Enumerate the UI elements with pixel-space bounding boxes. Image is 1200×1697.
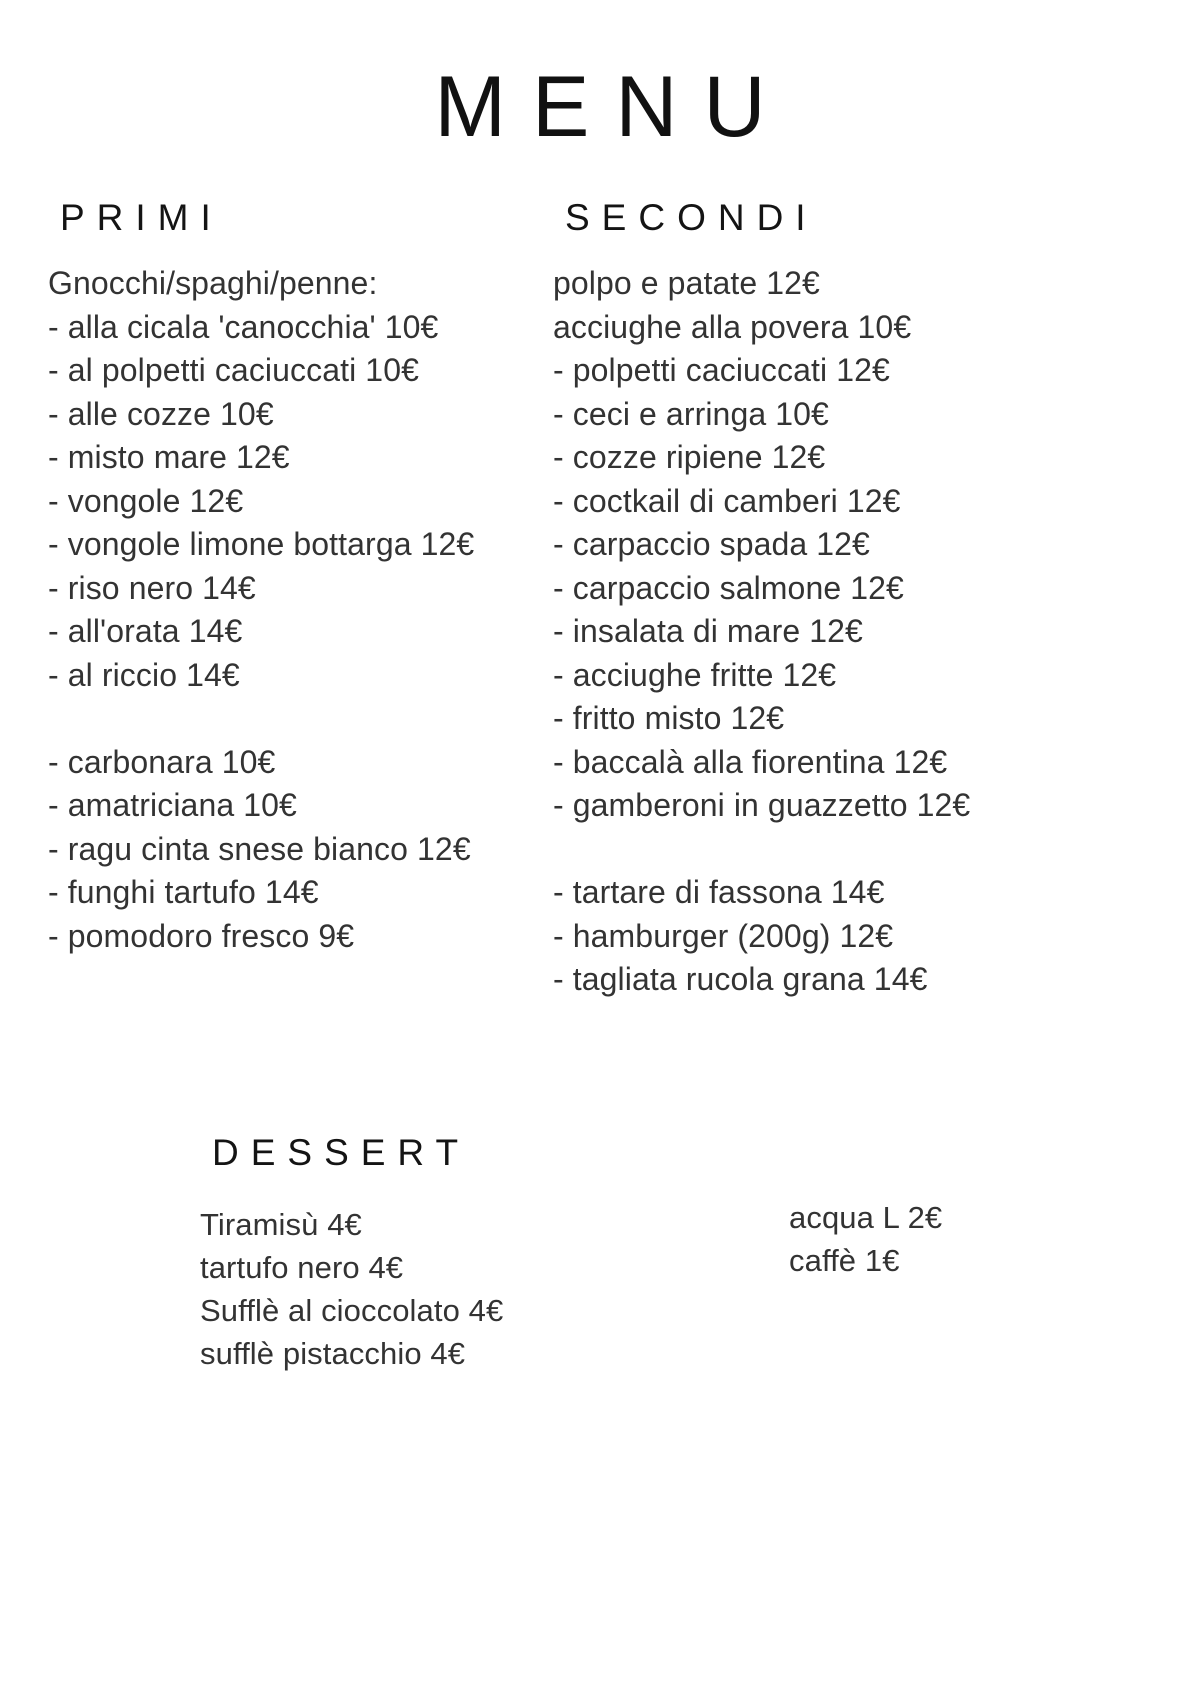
section-heading-secondi: SECONDI bbox=[565, 197, 818, 238]
menu-item: - vongole 12€ bbox=[48, 482, 244, 519]
menu-item: tartufo nero 4€ bbox=[200, 1250, 404, 1285]
menu-item: - carpaccio spada 12€ bbox=[553, 526, 870, 562]
list-spacer bbox=[48, 697, 474, 741]
menu-item: Gnocchi/spaghi/penne: bbox=[48, 265, 378, 301]
menu-item: - all'orata 14€ bbox=[48, 613, 243, 649]
menu-item: - cozze ripiene 12€ bbox=[553, 439, 826, 475]
menu-item: - coctkail di camberi 12€ bbox=[553, 482, 901, 519]
menu-item: - tartare di fassona 14€ bbox=[553, 874, 885, 910]
menu-item: - polpetti caciuccati 12€ bbox=[553, 352, 890, 388]
page-title: MENU bbox=[434, 59, 792, 155]
menu-item: - amatriciana 10€ bbox=[48, 787, 297, 823]
menu-item: acciughe alla povera 10€ bbox=[553, 308, 912, 345]
menu-item: acqua L 2€ bbox=[789, 1200, 943, 1235]
menu-item: Sufflè al cioccolato 4€ bbox=[200, 1293, 504, 1328]
primi-item-list bbox=[48, 262, 474, 958]
menu-item: caffè 1€ bbox=[789, 1243, 900, 1278]
menu-item: - hamburger (200g) 12€ bbox=[553, 917, 894, 954]
menu-item: - funghi tartufo 14€ bbox=[48, 874, 319, 910]
menu-item: - insalata di mare 12€ bbox=[553, 613, 863, 649]
menu-item: polpo e patate 12€ bbox=[553, 265, 820, 301]
menu-item: - baccalà alla fiorentina 12€ bbox=[553, 743, 948, 780]
menu-item: - ceci e arringa 10€ bbox=[553, 395, 829, 432]
menu-item: - tagliata rucola grana 14€ bbox=[553, 961, 928, 997]
drinks-item-list bbox=[789, 1196, 942, 1282]
menu-item: - ragu cinta snese bianco 12€ bbox=[48, 830, 471, 867]
section-heading-primi: PRIMI bbox=[60, 197, 223, 238]
menu-item: - gamberoni in guazzetto 12€ bbox=[553, 787, 971, 823]
menu-item: sufflè pistacchio 4€ bbox=[200, 1336, 466, 1371]
dessert-item-list bbox=[200, 1203, 503, 1375]
menu-item: - al riccio 14€ bbox=[48, 656, 240, 693]
menu-item: - pomodoro fresco 9€ bbox=[48, 917, 355, 954]
menu-item: Tiramisù 4€ bbox=[200, 1207, 362, 1242]
menu-item: - alla cicala 'canocchia' 10€ bbox=[48, 308, 439, 345]
menu-item: - fritto misto 12€ bbox=[553, 700, 785, 736]
menu-item: - vongole limone bottarga 12€ bbox=[48, 526, 475, 562]
secondi-item-list bbox=[553, 262, 970, 1002]
menu-item: - misto mare 12€ bbox=[48, 439, 290, 475]
menu-item: - alle cozze 10€ bbox=[48, 395, 274, 432]
section-heading-dessert: DESSERT bbox=[212, 1132, 471, 1173]
menu-item: - carpaccio salmone 12€ bbox=[553, 569, 904, 606]
menu-item: - riso nero 14€ bbox=[48, 569, 256, 606]
menu-item: - acciughe fritte 12€ bbox=[553, 656, 837, 693]
list-spacer bbox=[553, 828, 970, 872]
menu-item: - al polpetti caciuccati 10€ bbox=[48, 352, 420, 388]
menu-item: - carbonara 10€ bbox=[48, 743, 276, 780]
